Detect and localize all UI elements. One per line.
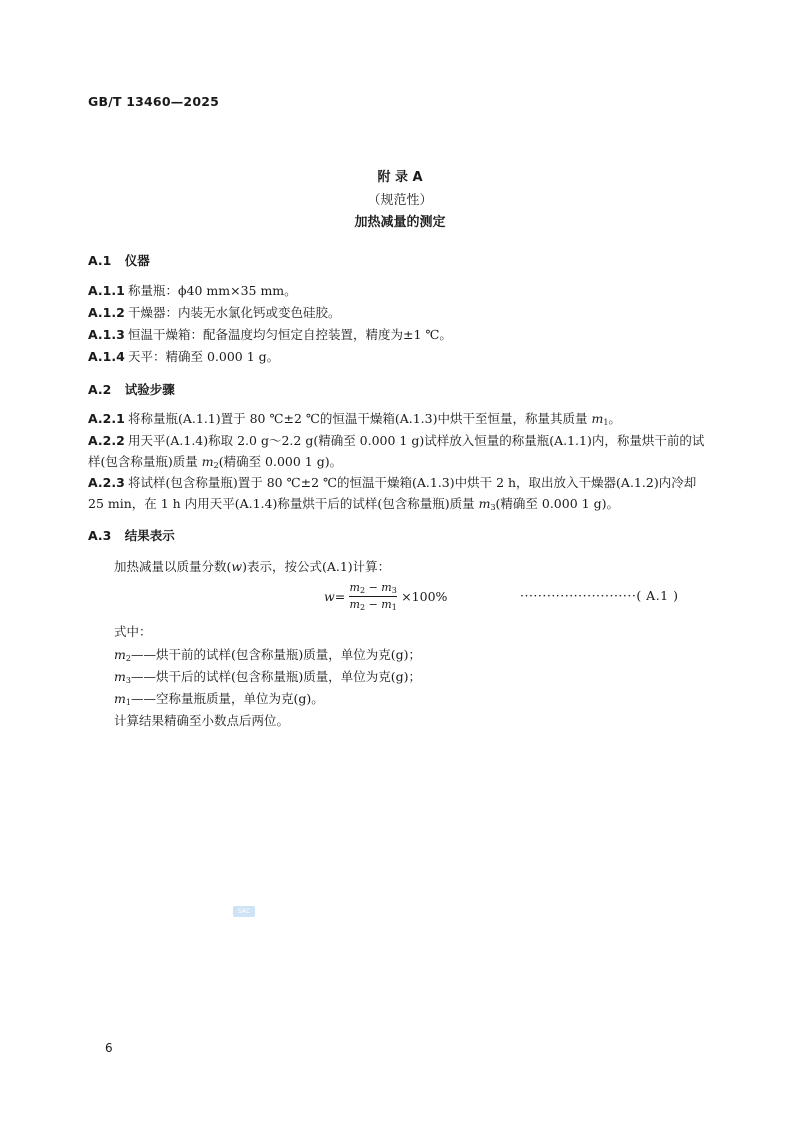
variable-subscript: 3	[125, 676, 131, 685]
item-text: 将称量瓶(A.1.1)置于 80 ℃±2 ℃的恒温干燥箱(A.1.3)中烘干至恒量，称量其质量	[128, 411, 592, 426]
variable-subscript: 3	[391, 585, 397, 595]
text: 加热减量以质量分数(	[114, 559, 232, 574]
section-a3-heading	[88, 526, 175, 544]
variable-subscript: 3	[490, 503, 496, 512]
item-text: 天平：精确至 0.000 1 g。	[128, 349, 280, 364]
formula-equals: =	[334, 588, 346, 604]
intro-text	[114, 557, 390, 575]
appendix-name: 加热减量的测定	[354, 215, 446, 230]
variable: m	[591, 411, 604, 426]
item-text: 称量瓶：ϕ40 mm×35 mm。	[128, 283, 297, 298]
definition-text: ——烘干前的试样(包含称量瓶)质量，单位为克(g)；	[130, 647, 421, 662]
section-title: 试验步骤	[124, 382, 175, 397]
variable-subscript: 2	[359, 585, 366, 595]
section-title: 结果表示	[124, 528, 175, 543]
variable: m	[201, 454, 214, 469]
fraction-numerator	[350, 581, 397, 595]
appendix-title: 附 录 A	[377, 170, 423, 185]
variable: m	[114, 647, 126, 662]
definition-item	[114, 667, 421, 685]
variable-subscript: 1	[391, 602, 397, 612]
appendix-nature: （规范性）	[367, 193, 433, 208]
list-item	[88, 324, 712, 345]
variable: m	[114, 691, 126, 706]
item-text: 干燥器：内装无水氯化钙或变色硅胶。	[128, 305, 341, 320]
section-a2-heading	[88, 380, 175, 398]
formula-fraction	[349, 581, 397, 612]
variable-subscript: 1	[603, 418, 609, 427]
fraction-bar	[349, 596, 397, 597]
variable: m	[349, 580, 360, 594]
item-number: A.2.3	[88, 475, 125, 490]
variable: m	[349, 597, 360, 611]
item-number: A.1.1	[88, 283, 125, 298]
closing-text: 计算结果精确至小数点后两位。	[114, 713, 290, 728]
item-text: 。	[608, 411, 621, 426]
variable: m	[381, 597, 392, 611]
list-item	[88, 346, 712, 367]
formula-lhs: w	[324, 588, 335, 604]
variable: m	[114, 669, 126, 684]
item-text: (精确至 0.000 1 g)。	[495, 496, 619, 511]
list-item	[88, 302, 712, 323]
item-number: A.2.1	[88, 411, 125, 426]
variable: w	[231, 559, 243, 574]
definition-item	[114, 645, 421, 663]
item-number: A.1.4	[88, 349, 125, 364]
item-text: 恒温干燥箱：配备温度均匀恒定自控装置，精度为±1 ℃。	[128, 327, 452, 342]
item-number: A.2.2	[88, 433, 125, 448]
section-title: 仪器	[124, 253, 150, 268]
where-label: 式中：	[114, 624, 152, 639]
item-number: A.1.2	[88, 305, 125, 320]
list-item	[88, 472, 712, 518]
formula-tail: ×100%	[401, 588, 448, 604]
section-number: A.1	[88, 253, 112, 268]
section-number: A.2	[88, 382, 112, 397]
list-item	[88, 430, 712, 476]
formula-number	[520, 588, 678, 603]
variable: m	[381, 580, 392, 594]
formula-label: ( A.1 )	[636, 588, 679, 603]
variable: m	[478, 496, 491, 511]
definition-text: ——烘干后的试样(包含称量瓶)质量，单位为克(g)；	[130, 669, 421, 684]
fraction-denominator	[350, 598, 397, 612]
variable-subscript: 2	[213, 461, 219, 470]
section-number: A.3	[88, 528, 112, 543]
formula	[324, 578, 447, 614]
variable-subscript: 1	[125, 698, 131, 707]
watermark: SAC	[233, 906, 255, 917]
list-item	[88, 280, 712, 301]
page-number: 6	[105, 1041, 113, 1055]
item-text: (精确至 0.000 1 g)。	[218, 454, 343, 469]
text: )表示，按公式(A.1)计算：	[242, 559, 391, 574]
leader-dots: ··························	[520, 588, 637, 603]
operator: −	[365, 597, 382, 611]
definition-item	[114, 689, 324, 707]
document-header: GB/T 13460—2025	[88, 94, 220, 109]
variable-subscript: 2	[359, 602, 366, 612]
operator: −	[365, 580, 382, 594]
item-text: 将试样(包含称量瓶)置于 80 ℃±2 ℃的恒温干燥箱(A.1.3)中烘干 2 h，取出放入干燥器(A.1.2)内冷却 25 min，在 1 h 内用天平(A.1.4)称量烘干后的试样(包含称量瓶)质量	[88, 475, 697, 511]
variable-subscript: 2	[125, 654, 131, 663]
section-a1-heading	[88, 251, 150, 269]
item-text: 用天平(A.1.4)称取 2.0 g～2.2 g(精确至 0.000 1 g)试样放入恒量的称量瓶(A.1.1)内，称量烘干前的试样(包含称量瓶)质量	[88, 433, 705, 469]
item-number: A.1.3	[88, 327, 125, 342]
definition-text: ——空称量瓶质量，单位为克(g)。	[130, 691, 324, 706]
